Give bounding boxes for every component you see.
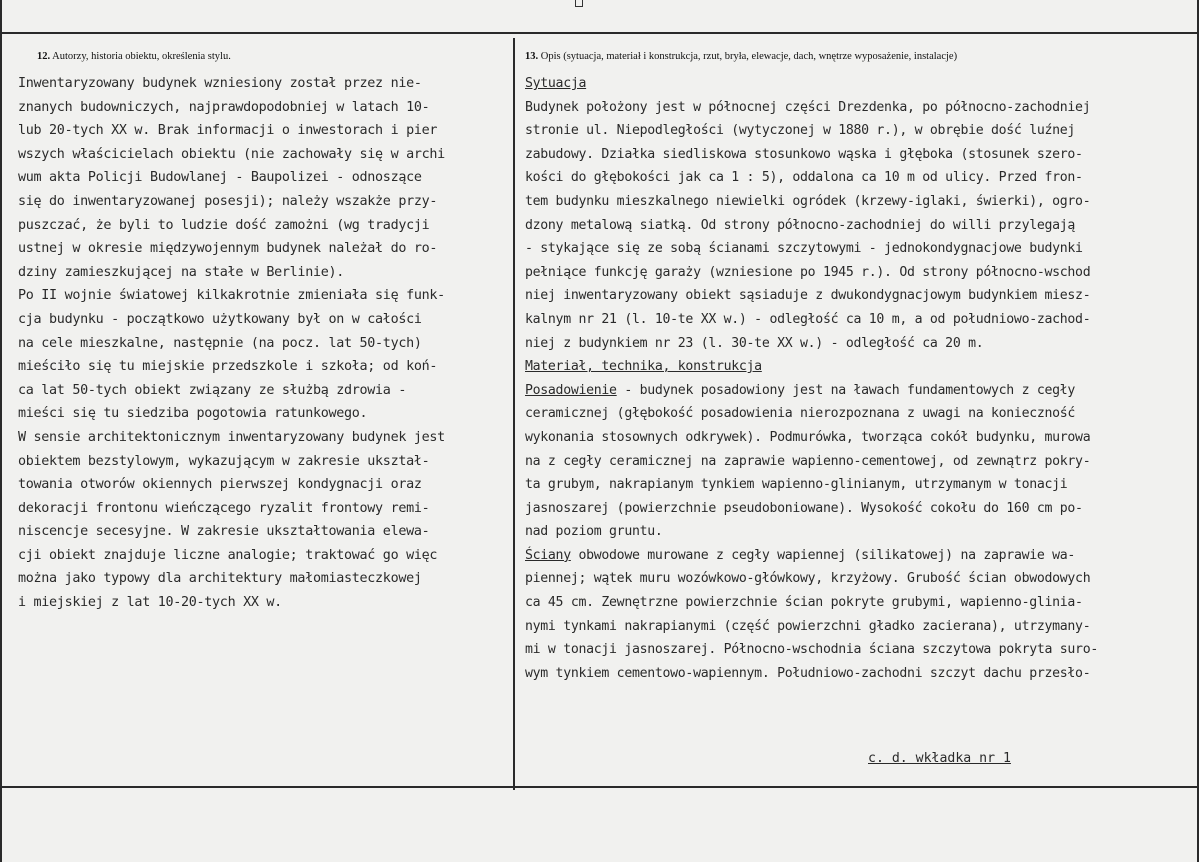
bottom-rule <box>0 786 1199 788</box>
section-13-heading <box>525 50 1195 64</box>
posadowienie-text: - budynek posadowiony jest na ławach fundamentowych z cegły <box>616 382 1076 398</box>
section-12-number: 12. <box>37 51 51 62</box>
text-line: jasnoszarej (powierzchnie pseudoboniowane). Wysokość cokołu do 160 cm po- <box>525 500 1083 516</box>
text-line: mieści się tu siedziba pogotowia ratunkowego. <box>18 406 368 422</box>
text-line: tem budynku mieszkalnego niewielki ogródek (krzewy-iglaki, świerki), ogro- <box>525 193 1091 209</box>
text-line: można jako typowy dla architektury małomiasteczkowej <box>18 571 422 587</box>
text-line: lub 20-tych XX w. Brak informacji o inwestorach i pier <box>18 123 438 139</box>
text-line: piennej; wątek muru wozówkowo-główkowy, krzyżowy. Grubość ścian obwodowych <box>525 571 1091 587</box>
text-line: puszczać, że byli to ludzie dość zamożni (wg tradycji <box>18 217 430 233</box>
text-line: i miejskiej z lat 10-20-tych XX w. <box>18 595 282 611</box>
text-line: pełniące funkcję garaży (wzniesione po 1945 r.). Od strony północno-wschod <box>525 264 1091 280</box>
text-line: dziny zamieszkującej na stałe w Berlinie). <box>18 264 344 280</box>
text-line: - stykające się ze sobą ścianami szczytowymi - jednokondygnacjowe budynki <box>525 241 1083 257</box>
section-12-title: Autorzy, historia obiektu, określenia stylu. <box>50 51 231 62</box>
subheading-sytuacja: Sytuacja <box>525 76 587 91</box>
text-line: cja budynku - początkowo użytkowany był on w całości <box>18 311 422 327</box>
text-line: ta grubym, nakrapianym tynkiem wapienno-glinianym, utrzymanym w tonacji <box>525 477 1068 493</box>
text-line: kalnym nr 21 (l. 10-te XX w.) - odległość ca 10 m, a od południowo-zachod- <box>525 311 1091 327</box>
subheading-material: Materiał, technika, konstrukcja <box>525 359 762 375</box>
text-line: niej inwentaryzowany obiekt sąsiaduje z dwukondygnacjowym budynkiem miesz- <box>525 288 1091 304</box>
sciany-text: obwodowe murowane z cegły wapiennej (silikatowej) na zaprawie wa- <box>570 547 1076 563</box>
text-line: obiektem bezstylowym, wykazującym w zakresie ukształ- <box>18 453 430 469</box>
sciany-body <box>525 567 1195 685</box>
text-line: towania otworów okiennych pierwszej kondygnacji oraz <box>18 477 422 493</box>
sciany-first-line <box>525 544 1195 568</box>
text-line: niej z budynkiem nr 23 (l. 30-te XX w.) - odległość ca 20 m. <box>525 335 984 351</box>
text-line: cji obiekt znajduje liczne analogie; traktować go więc <box>18 547 438 563</box>
text-line: wszych właścicielach obiektu (nie zachowały się w archi <box>18 146 445 162</box>
posadowienie-label: Posadowienie <box>525 382 617 398</box>
sytuacja-body <box>525 96 1195 356</box>
section-12-body <box>18 72 510 615</box>
text-line: ceramicznej (głębokość posadowienia nierozpoznana z uwagi na konieczność <box>525 406 1076 422</box>
text-line: Budynek położony jest w północnej części Drezdenka, po północno-zachodniej <box>525 99 1091 115</box>
section-13-description <box>525 50 1195 685</box>
section-12-authors-history <box>18 50 510 615</box>
text-line: Po II wojnie światowej kilkakrotnie zmieniała się funk- <box>18 288 445 304</box>
text-line: się do inwentaryzowanej posesji); należy wszakże przy- <box>18 193 438 209</box>
text-line: na cele mieszkalne, następnie (na pocz. lat 50-tych) <box>18 335 422 351</box>
section-12-heading <box>18 50 510 64</box>
text-line: dekoracji frontonu wieńczącego ryzalit frontowy remi- <box>18 500 430 516</box>
text-line: wum akta Policji Budowlanej - Baupolizei - odnoszące <box>18 170 422 186</box>
top-tick-mark <box>575 0 583 7</box>
text-line: kości do głębokości jak ca 1 : 5), oddalona ca 10 m od ulicy. Przed fron- <box>525 170 1083 186</box>
section-13-title: Opis (sytuacja, materiał i konstrukcja, rzut, bryła, elewacje, dach, wnętrze wyposażenie, instalacje) <box>538 51 958 62</box>
text-line: na z cegły ceramicznej na zaprawie wapienno-cementowej, od zewnątrz pokry- <box>525 453 1091 469</box>
text-line: ca 45 cm. Zewnętrzne powierzchnie ścian pokryte grubymi, wapienno-glinia- <box>525 595 1083 611</box>
text-line: niscencje secesyjne. W zakresie ukształtowania elewa- <box>18 524 430 540</box>
section-13-number: 13. <box>525 51 539 62</box>
text-line: mi w tonacji jasnoszarej. Północno-wschodnia ściana szczytowa pokryta suro- <box>525 642 1098 658</box>
sciany-label: Ściany <box>525 547 571 563</box>
column-divider <box>513 38 515 790</box>
continuation-note: c. d. wkładka nr 1 <box>868 751 1011 766</box>
text-line: ustnej w okresie międzywojennym budynek należał do ro- <box>18 241 438 257</box>
top-rule <box>0 32 1199 34</box>
left-border <box>0 0 2 862</box>
text-line: wym tynkiem cementowo-wapiennym. Południowo-zachodni szczyt dachu przesło- <box>525 665 1091 681</box>
text-line: nad poziom gruntu. <box>525 524 663 540</box>
posadowienie-body <box>525 402 1195 544</box>
text-line: wykonania stosownych odkrywek). Podmurówka, tworząca cokół budynku, murowa <box>525 429 1091 445</box>
text-line: ca lat 50-tych obiekt związany ze służbą zdrowia - <box>18 382 407 398</box>
text-line: dzony metalową siatką. Od strony północno-zachodniej do willi przylegają <box>525 217 1076 233</box>
text-line: zabudowy. Działka siedliskowa stosunkowo wąska i głęboka (stosunek szero- <box>525 146 1083 162</box>
text-line: nymi tynkami nakrapianymi (część powierzchni gładko zacierana), utrzymany- <box>525 618 1091 634</box>
text-line: mieściło się tu miejskie przedszkole i szkoła; od koń- <box>18 359 438 375</box>
posadowienie-first-line <box>525 379 1195 403</box>
text-line: Inwentaryzowany budynek wzniesiony został przez nie- <box>18 76 422 91</box>
text-line: stronie ul. Niepodległości (wytyczonej w 1880 r.), w obrębie dość luźnej <box>525 123 1076 139</box>
text-line: W sensie architektonicznym inwentaryzowany budynek jest <box>18 429 445 445</box>
text-line: znanych budowniczych, najprawdopodobniej w latach 10- <box>18 99 430 115</box>
